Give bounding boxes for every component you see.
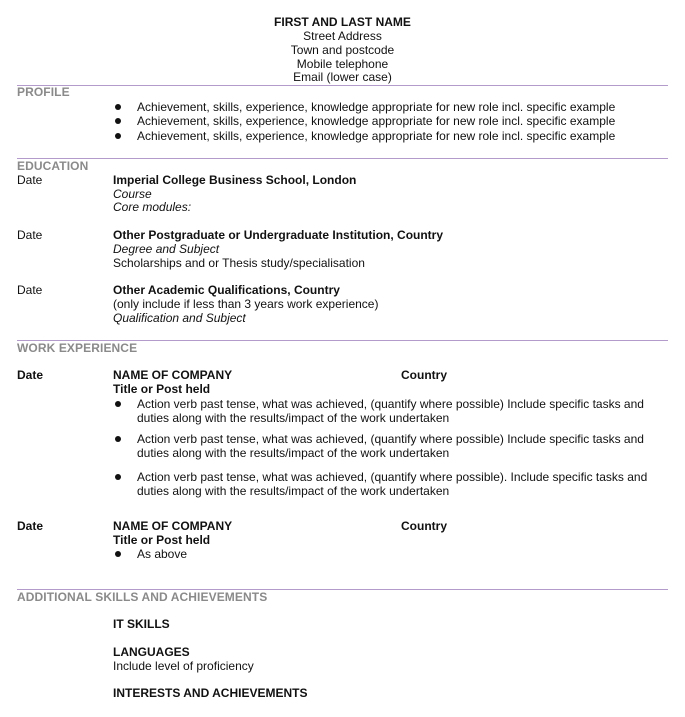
it-skills-heading: IT SKILLS bbox=[113, 617, 170, 631]
job-title: Title or Post held bbox=[113, 382, 211, 396]
education-date: Date bbox=[17, 173, 43, 187]
profile-bullet: Achievement, skills, experience, knowledge appropriate for new role incl. specific example bbox=[137, 129, 616, 143]
bullet-icon bbox=[115, 551, 121, 557]
company-country: Country bbox=[401, 519, 447, 533]
street-address: Street Address bbox=[303, 29, 382, 43]
additional-heading: ADDITIONAL SKILLS AND ACHIEVEMENTS bbox=[17, 590, 268, 604]
job-date: Date bbox=[17, 519, 44, 533]
work-rule bbox=[17, 340, 668, 341]
bullet-icon bbox=[115, 133, 121, 139]
education-rule bbox=[17, 158, 668, 159]
interests-heading: INTERESTS AND ACHIEVEMENTS bbox=[113, 686, 308, 700]
education-institution: Other Postgraduate or Undergraduate Institution, Country bbox=[113, 228, 444, 242]
cv-name: FIRST AND LAST NAME bbox=[274, 15, 411, 29]
work-heading: WORK EXPERIENCE bbox=[17, 341, 138, 355]
education-institution: Imperial College Business School, London bbox=[113, 173, 357, 187]
job-bullet-line: Action verb past tense, what was achieved, (quantify where possible). Include specific tasks and bbox=[137, 470, 648, 484]
bullet-icon bbox=[115, 104, 121, 110]
bullet-icon bbox=[115, 474, 121, 480]
job-bullet-line: Action verb past tense, what was achieved, (quantify where possible) Include specific tasks and bbox=[137, 397, 644, 411]
bullet-icon bbox=[115, 118, 121, 124]
company-name: NAME OF COMPANY bbox=[113, 368, 233, 382]
bullet-icon bbox=[115, 401, 121, 407]
languages-note: Include level of proficiency bbox=[113, 659, 254, 673]
job-bullet-line: Action verb past tense, what was achieved, (quantify where possible) Include specific tasks and bbox=[137, 432, 644, 446]
company-name: NAME OF COMPANY bbox=[113, 519, 233, 533]
job-bullet-line: duties along with the results/impact of the work undertaken bbox=[137, 484, 450, 498]
job-bullet-line: duties along with the results/impact of the work undertaken bbox=[137, 446, 450, 460]
education-date: Date bbox=[17, 228, 43, 242]
education-institution: Other Academic Qualifications, Country bbox=[113, 283, 340, 297]
education-heading: EDUCATION bbox=[17, 159, 89, 173]
education-qualification: Qualification and Subject bbox=[113, 311, 246, 325]
profile-heading: PROFILE bbox=[17, 85, 70, 99]
profile-bullet: Achievement, skills, experience, knowledge appropriate for new role incl. specific example bbox=[137, 114, 616, 128]
education-note: (only include if less than 3 years work experience) bbox=[113, 297, 379, 311]
languages-heading: LANGUAGES bbox=[113, 645, 190, 659]
bullet-icon bbox=[115, 436, 121, 442]
town-postcode: Town and postcode bbox=[290, 43, 395, 57]
profile-bullet: Achievement, skills, experience, knowledge appropriate for new role incl. specific example bbox=[137, 100, 616, 114]
job-date: Date bbox=[17, 368, 44, 382]
education-date: Date bbox=[17, 283, 43, 297]
email: Email (lower case) bbox=[293, 70, 392, 84]
company-country: Country bbox=[401, 368, 447, 382]
education-degree: Degree and Subject bbox=[113, 242, 220, 256]
job-bullet-line: As above bbox=[137, 547, 188, 561]
education-thesis: Scholarships and or Thesis study/specialisation bbox=[113, 256, 365, 270]
job-title: Title or Post held bbox=[113, 533, 211, 547]
mobile-telephone: Mobile telephone bbox=[296, 57, 389, 71]
profile-rule bbox=[17, 85, 668, 86]
additional-rule bbox=[17, 589, 668, 590]
education-modules: Core modules: bbox=[113, 200, 192, 214]
job-bullet-line: duties along with the results/impact of the work undertaken bbox=[137, 411, 450, 425]
education-course: Course bbox=[113, 187, 152, 201]
